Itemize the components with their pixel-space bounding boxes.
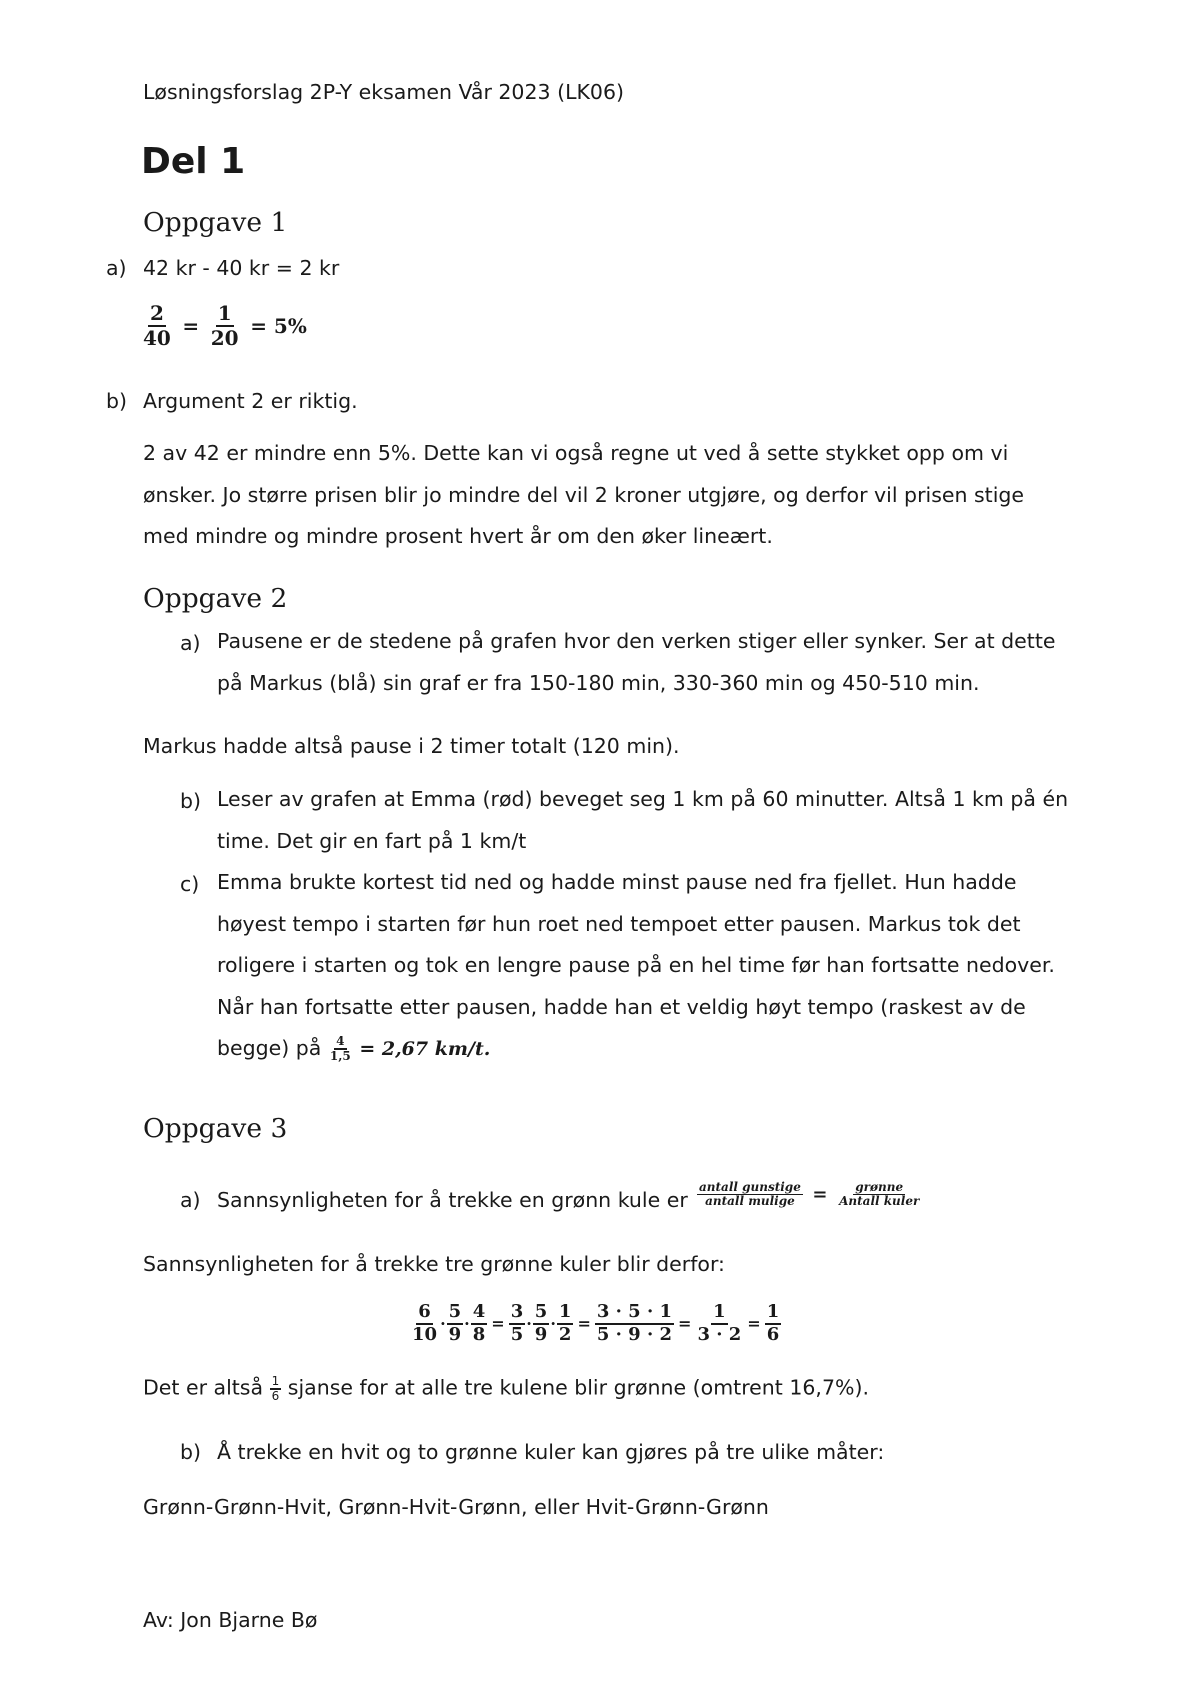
fraction xyxy=(270,1375,282,1402)
denominator: 9 xyxy=(534,1323,548,1345)
denominator: 6 xyxy=(271,1388,280,1403)
multiplication-dot: · xyxy=(440,1314,446,1334)
fraction xyxy=(209,302,241,350)
oppgave-1-a-equation xyxy=(141,302,311,350)
conclusion-before: Det er altså xyxy=(143,1375,264,1400)
denominator: antall mulige xyxy=(705,1194,795,1209)
multiplication-dot: · xyxy=(526,1314,532,1334)
oppgave-2-b-text: Leser av grafen at Emma (rød) beveget seg 1 km på 60 minutter. Altså 1 km på én time. Det gir en fart på 1 km/t xyxy=(217,787,1069,853)
oppgave-1-b-paragraph: 2 av 42 er mindre enn 5%. Dette kan vi også regne ut ved å sette stykket opp om vi ønsker. Jo større prisen blir jo mindre del vil 2 kroner utgjøre, og derfor vil prisen stige med mindre og mindre prosent hvert år om den øker lineært. xyxy=(143,441,1025,548)
multiplication-dot: · xyxy=(550,1314,556,1334)
denominator: Antall kuler xyxy=(839,1194,920,1209)
denominator: 10 xyxy=(412,1323,438,1345)
numerator: 3 · 5 · 1 xyxy=(595,1302,674,1325)
fraction xyxy=(509,1302,526,1345)
oppgave-2-a-after: Markus hadde altså pause i 2 timer totalt (120 min). xyxy=(143,734,680,758)
fraction xyxy=(595,1302,674,1345)
numerator: 1 xyxy=(271,1374,280,1388)
oppgave-1-heading: Oppgave 1 xyxy=(143,207,288,238)
numerator: 5 xyxy=(447,1302,464,1325)
numerator: 1 xyxy=(765,1302,782,1325)
fraction xyxy=(765,1302,782,1345)
probability-definition xyxy=(697,1181,921,1208)
denominator: 40 xyxy=(143,326,171,350)
oppgave-1-b-text: Argument 2 er riktig. xyxy=(143,389,358,413)
numerator: 1 xyxy=(217,301,232,325)
oppgave-3-b-text: Å trekke en hvit og to grønne kuler kan gjøres på tre ulike måter: xyxy=(217,1440,885,1464)
oppgave-2-a-text: Pausene er de stedene på grafen hvor den verken stiger eller synker. Ser at dette på Markus (blå) sin graf er fra 150-180 min, 330-360 min og 450-510 min. xyxy=(217,629,1056,695)
oppgave-1-b-label: b) xyxy=(106,389,128,413)
equals-sign: = xyxy=(747,1314,761,1334)
equals-sign: = xyxy=(812,1184,828,1206)
numerator: 4 xyxy=(471,1302,488,1325)
fraction xyxy=(837,1181,921,1208)
numerator: grønne xyxy=(855,1180,904,1194)
numerator: 5 xyxy=(533,1302,550,1325)
fraction xyxy=(410,1302,439,1345)
equals-sign: = xyxy=(491,1314,505,1334)
document-header: Løsningsforslag 2P-Y eksamen Vår 2023 (LK06) xyxy=(143,80,625,104)
equals-sign: = xyxy=(182,314,200,338)
oppgave-1-a-label: a) xyxy=(106,256,127,280)
fraction xyxy=(471,1302,488,1345)
oppgave-3-a-after: Sannsynligheten for å trekke tre grønne kuler blir derfor: xyxy=(143,1252,725,1276)
denominator: 1,5 xyxy=(329,1049,351,1063)
equals-sign: = xyxy=(678,1314,692,1334)
oppgave-3-heading: Oppgave 3 xyxy=(143,1113,288,1144)
denominator: 8 xyxy=(472,1323,486,1345)
denominator: 2 xyxy=(558,1323,572,1345)
fraction xyxy=(141,302,173,350)
speed-result: = 2,67 km/t. xyxy=(359,1038,491,1060)
denominator: 9 xyxy=(448,1323,462,1345)
denominator: 5 · 9 · 2 xyxy=(596,1323,673,1345)
fraction xyxy=(557,1302,574,1345)
oppgave-3-a-text: Sannsynligheten for å trekke en grønn kule er xyxy=(217,1188,688,1212)
fraction xyxy=(447,1302,464,1345)
numerator: 6 xyxy=(416,1302,433,1325)
fraction xyxy=(695,1302,743,1345)
oppgave-2-c-label: c) xyxy=(180,872,200,896)
denominator: 5 xyxy=(510,1323,524,1345)
numerator: 2 xyxy=(149,301,164,325)
equals-sign: = xyxy=(577,1314,591,1334)
oppgave-3-conclusion xyxy=(143,1375,869,1402)
oppgave-3-a-label: a) xyxy=(180,1188,201,1212)
conclusion-fraction xyxy=(270,1374,282,1403)
denominator: 6 xyxy=(766,1323,780,1345)
denominator: 3 · 2 xyxy=(697,1323,742,1345)
speed-equation xyxy=(328,1034,353,1063)
oppgave-3-b-after: Grønn-Grønn-Hvit, Grønn-Hvit-Grønn, eller Hvit-Grønn-Grønn xyxy=(143,1495,769,1519)
numerator: 3 xyxy=(509,1302,526,1325)
oppgave-2-b-label: b) xyxy=(180,789,202,813)
conclusion-after: sjanse for at alle tre kulene blir grønne (omtrent 16,7%). xyxy=(287,1375,869,1400)
oppgave-2-c-text xyxy=(217,862,1077,1071)
oppgave-2-c-body: Emma brukte kortest tid ned og hadde minst pause ned fra fjellet. Hun hadde høyest tempo i starten før hun roet ned tempoet etter pausen. Markus tok det roligere i starten og tok en lengre pause på en hel time før han fortsatte nedover. Når han fortsatte etter pausen, hadde han et veldig høyt tempo (raskest av de begge) på xyxy=(217,870,1055,1060)
numerator: 1 xyxy=(557,1302,574,1325)
fraction xyxy=(533,1302,550,1345)
multiplication-dot: · xyxy=(464,1314,470,1334)
footer-author: Av: Jon Bjarne Bø xyxy=(143,1608,318,1632)
denominator: 20 xyxy=(210,326,239,350)
result: = 5% xyxy=(250,314,307,338)
numerator: 1 xyxy=(711,1302,728,1325)
oppgave-1-a-text: 42 kr - 40 kr = 2 kr xyxy=(143,256,340,280)
probability-product-equation xyxy=(410,1302,781,1345)
fraction xyxy=(697,1181,803,1208)
oppgave-2-a-label: a) xyxy=(180,631,201,655)
oppgave-2-heading: Oppgave 2 xyxy=(143,583,288,614)
oppgave-3-b-label: b) xyxy=(180,1440,202,1464)
part-title: Del 1 xyxy=(141,141,246,182)
numerator: 4 xyxy=(336,1034,345,1049)
numerator: antall gunstige xyxy=(699,1180,801,1194)
fraction xyxy=(328,1035,353,1062)
